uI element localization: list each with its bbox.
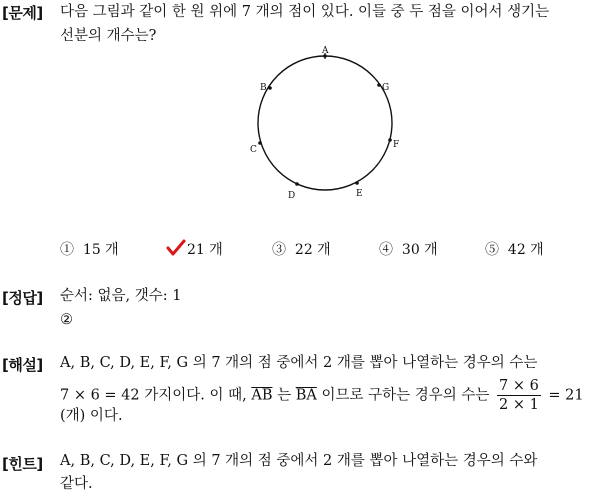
choice-1-text: 15 개: [82, 242, 119, 258]
choice-1[interactable]: [60, 239, 119, 259]
explanation-mid2: 이므로 구하는 경우의 수는: [321, 387, 490, 404]
choice-3-text: 22 개: [294, 242, 331, 258]
label-a: A: [322, 46, 329, 56]
label-c: C: [250, 145, 257, 155]
explanation-line2-a: 7 × 6 = 42 가지이다. 이 때,: [60, 387, 247, 404]
choice-4-mark: ④: [379, 242, 393, 258]
fraction-numerator: 7 × 6: [498, 378, 539, 394]
choice-2[interactable]: [166, 239, 223, 259]
explanation-mid1: 는: [277, 387, 292, 404]
problem-text-line2: 선분의 개수는?: [60, 28, 157, 44]
explanation-result: = 21: [548, 387, 584, 404]
explanation-line2: [60, 377, 584, 414]
point-f: [388, 138, 392, 142]
explanation-line1: A, B, C, D, E, F, G 의 7 개의 점 중에서 2 개를 뽑아 나열하는 경우의 수는: [60, 355, 538, 371]
choice-1-mark: ①: [60, 242, 74, 258]
choice-3[interactable]: [272, 239, 331, 259]
problem-text-line1: 다음 그림과 같이 한 원 위에 7 개의 점이 있다. 이들 중 두 점을 이어서 생기는: [60, 4, 550, 20]
segment-ab: $\overline{AB}$: [251, 387, 273, 404]
label-f: F: [393, 140, 400, 150]
point-g: [377, 83, 381, 87]
choice-5-mark: ⑤: [485, 242, 499, 258]
choice-2-text: 21 개: [187, 242, 223, 258]
answer-line1: 순서: 없음, 갯수: 1: [60, 288, 182, 304]
point-c: [258, 141, 262, 145]
choice-3-mark: ③: [272, 242, 286, 258]
choice-5[interactable]: [485, 239, 544, 259]
answer-line2: ②: [60, 312, 73, 328]
check-mark-icon: [166, 239, 186, 257]
answer-tag: [정답]: [2, 289, 43, 307]
circle-diagram: [240, 45, 410, 205]
choice-5-text: 42 개: [507, 242, 544, 258]
choice-4[interactable]: [379, 239, 438, 259]
fraction: [497, 377, 541, 414]
point-b: [268, 86, 272, 90]
label-e: E: [356, 189, 363, 199]
fraction-denominator: 2 × 1: [498, 397, 539, 413]
hint-line1: A, B, C, D, E, F, G 의 7 개의 점 중에서 2 개를 뽑아 나열하는 경우의 수와: [60, 453, 538, 469]
label-b: B: [260, 83, 267, 93]
label-g: G: [382, 83, 390, 93]
segment-ba: $\overline{BA}$: [295, 387, 317, 404]
label-d: D: [288, 191, 296, 201]
explanation-tag: [해설]: [2, 356, 43, 374]
choice-4-text: 30 개: [401, 242, 438, 258]
hint-tag: [힌트]: [2, 455, 43, 473]
point-d: [295, 182, 299, 186]
hint-line2: 같다.: [60, 476, 93, 492]
problem-tag: [문제]: [2, 4, 43, 22]
explanation-line3: (개) 이다.: [60, 408, 123, 424]
point-e: [355, 181, 359, 185]
